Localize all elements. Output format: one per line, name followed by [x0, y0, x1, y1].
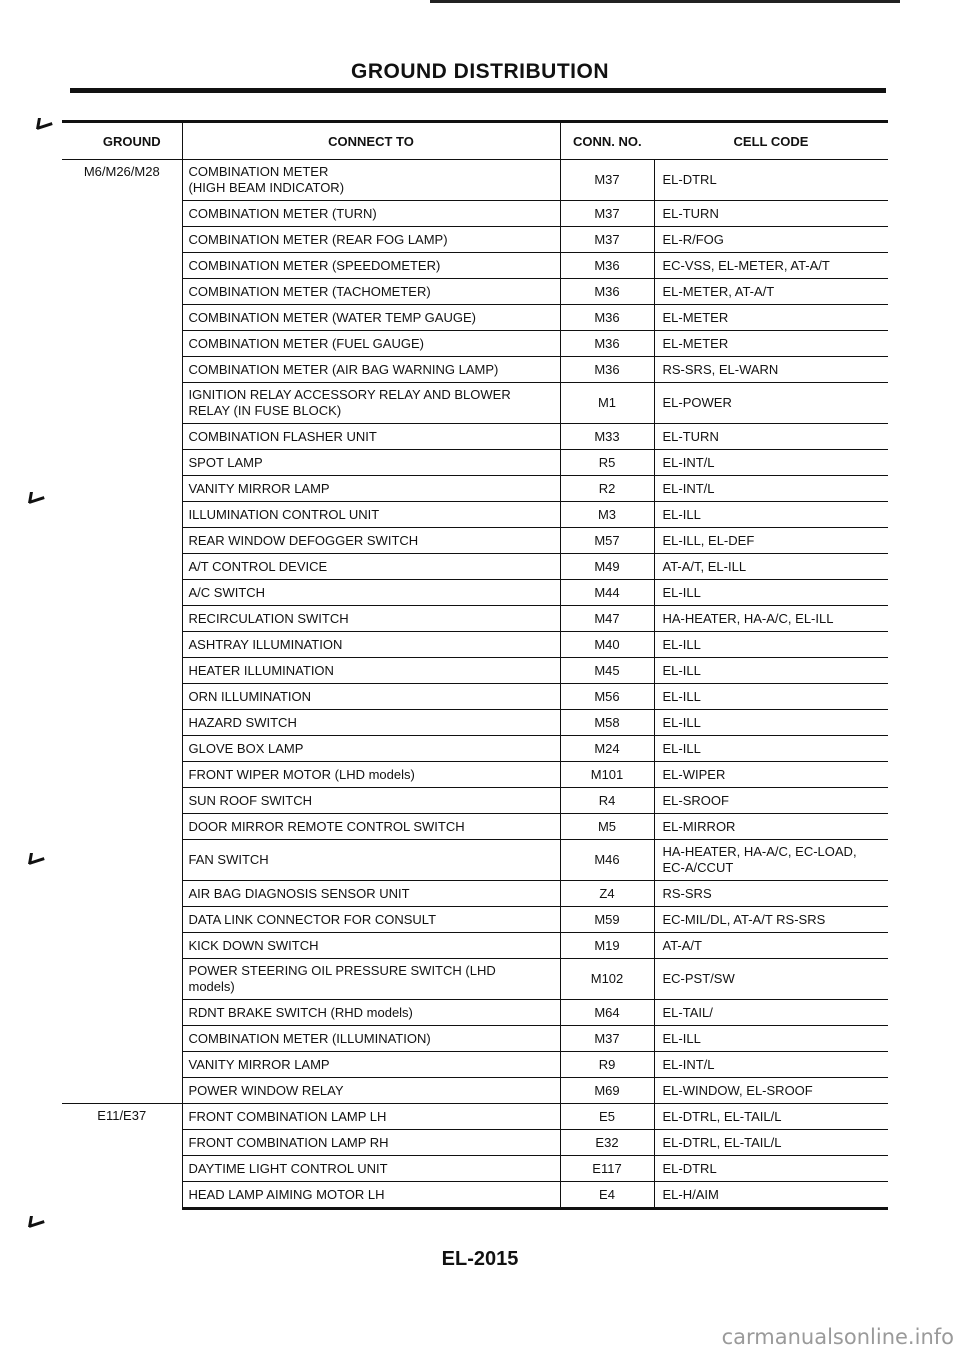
conn-no-cell: M1	[560, 383, 654, 424]
table-row	[62, 357, 888, 383]
conn-no-cell: E117	[560, 1156, 654, 1182]
conn-no-cell: M56	[560, 684, 654, 710]
table-row	[62, 450, 888, 476]
conn-no-cell: M24	[560, 736, 654, 762]
cell-code-cell: EL-INT/L	[654, 476, 888, 502]
conn-no-cell: M49	[560, 554, 654, 580]
conn-no-cell: E4	[560, 1182, 654, 1209]
cell-code-cell: EL-ILL	[654, 736, 888, 762]
header-conn-no: CONN. NO.	[560, 122, 654, 160]
cell-code-cell: EL-ILL	[654, 580, 888, 606]
cell-code-cell: EL-TURN	[654, 201, 888, 227]
header-cell-code: CELL CODE	[654, 122, 888, 160]
connect-to-cell: AIR BAG DIAGNOSIS SENSOR UNIT	[182, 881, 560, 907]
conn-no-cell: M36	[560, 279, 654, 305]
connect-to-cell: VANITY MIRROR LAMP	[182, 476, 560, 502]
conn-no-cell: M3	[560, 502, 654, 528]
table-row	[62, 554, 888, 580]
table-row	[62, 383, 888, 424]
table-row	[62, 814, 888, 840]
conn-no-cell: M45	[560, 658, 654, 684]
cell-code-cell: EL-ILL	[654, 632, 888, 658]
conn-no-cell: M69	[560, 1078, 654, 1104]
connect-to-cell: A/C SWITCH	[182, 580, 560, 606]
table-row	[62, 684, 888, 710]
cell-code-cell: EL-MIRROR	[654, 814, 888, 840]
cell-code-cell: EL-ILL	[654, 684, 888, 710]
conn-no-cell: M46	[560, 840, 654, 881]
conn-no-cell: M44	[560, 580, 654, 606]
cell-code-cell: EL-ILL	[654, 1026, 888, 1052]
ground-cell: M6/M26/M28	[83, 164, 160, 179]
table-row	[62, 658, 888, 684]
conn-no-cell: M101	[560, 762, 654, 788]
connect-to-cell: POWER WINDOW RELAY	[182, 1078, 560, 1104]
table-row	[62, 959, 888, 1000]
corner-bracket-mark	[34, 118, 54, 132]
connect-to-cell: REAR WINDOW DEFOGGER SWITCH	[182, 528, 560, 554]
connect-to-cell: COMBINATION METER (WATER TEMP GAUGE)	[182, 305, 560, 331]
table-row	[62, 279, 888, 305]
conn-no-cell: M37	[560, 201, 654, 227]
table-row	[62, 1078, 888, 1104]
conn-no-cell: R9	[560, 1052, 654, 1078]
conn-no-cell: M33	[560, 424, 654, 450]
cell-code-cell: EL-METER	[654, 305, 888, 331]
connect-to-cell: ASHTRAY ILLUMINATION	[182, 632, 560, 658]
title-rule	[70, 88, 886, 93]
conn-no-cell: R5	[560, 450, 654, 476]
cell-code-cell: EL-DTRL	[654, 160, 888, 201]
conn-no-cell: M47	[560, 606, 654, 632]
table-row	[62, 840, 888, 881]
table-row	[62, 502, 888, 528]
cell-code-cell: EL-ILL	[654, 710, 888, 736]
conn-no-cell: M37	[560, 160, 654, 201]
table-row	[62, 762, 888, 788]
connect-to-cell: COMBINATION METER (ILLUMINATION)	[182, 1026, 560, 1052]
connect-to-cell: COMBINATION METER (SPEEDOMETER)	[182, 253, 560, 279]
conn-no-cell: M58	[560, 710, 654, 736]
cell-code-cell: EL-DTRL	[654, 1156, 888, 1182]
connect-to-cell: SUN ROOF SWITCH	[182, 788, 560, 814]
connect-to-cell: FRONT WIPER MOTOR (LHD models)	[182, 762, 560, 788]
table-row	[62, 227, 888, 253]
cell-code-cell: EL-INT/L	[654, 1052, 888, 1078]
cell-code-cell: HA-HEATER, HA-A/C, EL-ILL	[654, 606, 888, 632]
top-edge-line	[430, 0, 900, 3]
cell-code-cell: EL-DTRL, EL-TAIL/L	[654, 1130, 888, 1156]
connect-to-cell: FAN SWITCH	[182, 840, 560, 881]
conn-no-cell: M36	[560, 253, 654, 279]
conn-no-cell: M36	[560, 357, 654, 383]
table-row	[62, 632, 888, 658]
header-ground: GROUND	[62, 122, 182, 160]
cell-code-cell: RS-SRS, EL-WARN	[654, 357, 888, 383]
cell-code-cell: EL-SROOF	[654, 788, 888, 814]
conn-no-cell: R4	[560, 788, 654, 814]
table-row	[62, 528, 888, 554]
cell-code-cell: EL-DTRL, EL-TAIL/L	[654, 1104, 888, 1130]
table-row	[62, 201, 888, 227]
connect-to-cell: ILLUMINATION CONTROL UNIT	[182, 502, 560, 528]
table-row	[62, 253, 888, 279]
table-row	[62, 1130, 888, 1156]
conn-no-cell: M57	[560, 528, 654, 554]
connect-to-cell: KICK DOWN SWITCH	[182, 933, 560, 959]
connect-to-cell: POWER STEERING OIL PRESSURE SWITCH (LHD models)	[182, 959, 560, 1000]
conn-no-cell: M37	[560, 227, 654, 253]
conn-no-cell: M40	[560, 632, 654, 658]
ground-distribution-table	[62, 120, 888, 1210]
corner-bracket-mark	[26, 853, 46, 867]
cell-code-cell: HA-HEATER, HA-A/C, EC-LOAD, EC-A/CCUT	[654, 840, 888, 881]
connect-to-cell: HEATER ILLUMINATION	[182, 658, 560, 684]
page-number: EL-2015	[441, 1248, 519, 1270]
cell-code-cell: RS-SRS	[654, 881, 888, 907]
connect-to-cell: FRONT COMBINATION LAMP LH	[182, 1104, 560, 1130]
connect-to-cell: COMBINATION FLASHER UNIT	[182, 424, 560, 450]
cell-code-cell: EL-METER, AT-A/T	[654, 279, 888, 305]
cell-code-cell: EL-ILL, EL-DEF	[654, 528, 888, 554]
connect-to-cell: VANITY MIRROR LAMP	[182, 1052, 560, 1078]
conn-no-cell: E5	[560, 1104, 654, 1130]
table-row	[62, 1052, 888, 1078]
conn-no-cell: M36	[560, 305, 654, 331]
cell-code-cell: EL-TURN	[654, 424, 888, 450]
table-row	[62, 881, 888, 907]
cell-code-cell: AT-A/T, EL-ILL	[654, 554, 888, 580]
conn-no-cell: M19	[560, 933, 654, 959]
table-row	[62, 1182, 888, 1209]
table-row	[62, 1026, 888, 1052]
ground-cell: E11/E37	[62, 1104, 182, 1209]
conn-no-cell: Z4	[560, 881, 654, 907]
table-row	[62, 933, 888, 959]
cell-code-cell: EL-WIPER	[654, 762, 888, 788]
connect-to-cell: DOOR MIRROR REMOTE CONTROL SWITCH	[182, 814, 560, 840]
cell-code-cell: EC-VSS, EL-METER, AT-A/T	[654, 253, 888, 279]
connect-to-cell: COMBINATION METER (REAR FOG LAMP)	[182, 227, 560, 253]
cell-code-cell: EL-WINDOW, EL-SROOF	[654, 1078, 888, 1104]
cell-code-cell: EL-ILL	[654, 658, 888, 684]
connect-to-cell: COMBINATION METER (TACHOMETER)	[182, 279, 560, 305]
connect-to-cell: GLOVE BOX LAMP	[182, 736, 560, 762]
cell-code-cell: EL-INT/L	[654, 450, 888, 476]
cell-code-cell: EL-R/FOG	[654, 227, 888, 253]
cell-code-cell: EL-METER	[654, 331, 888, 357]
table-row	[62, 160, 888, 201]
table-row	[62, 476, 888, 502]
conn-no-cell: E32	[560, 1130, 654, 1156]
table-row	[62, 580, 888, 606]
cell-code-cell: AT-A/T	[654, 933, 888, 959]
conn-no-cell: M59	[560, 907, 654, 933]
table-header-row	[62, 122, 888, 160]
cell-code-cell: EL-ILL	[654, 502, 888, 528]
header-connect-to: CONNECT TO	[182, 122, 560, 160]
conn-no-cell: R2	[560, 476, 654, 502]
conn-no-cell: M102	[560, 959, 654, 1000]
table-row	[62, 710, 888, 736]
connect-to-cell: COMBINATION METER (AIR BAG WARNING LAMP)	[182, 357, 560, 383]
connect-to-cell: HEAD LAMP AIMING MOTOR LH	[182, 1182, 560, 1209]
cell-code-cell: EC-PST/SW	[654, 959, 888, 1000]
table-row	[62, 788, 888, 814]
conn-no-cell: M36	[560, 331, 654, 357]
connect-to-cell: COMBINATION METER (FUEL GAUGE)	[182, 331, 560, 357]
conn-no-cell: M5	[560, 814, 654, 840]
connect-to-cell: RDNT BRAKE SWITCH (RHD models)	[182, 1000, 560, 1026]
cell-code-cell: EC-MIL/DL, AT-A/T RS-SRS	[654, 907, 888, 933]
table-row	[62, 907, 888, 933]
table-row	[62, 331, 888, 357]
corner-bracket-mark	[26, 1216, 46, 1230]
connect-to-cell: FRONT COMBINATION LAMP RH	[182, 1130, 560, 1156]
table-row	[62, 606, 888, 632]
table-row	[62, 736, 888, 762]
table-row	[62, 1000, 888, 1026]
corner-bracket-mark	[26, 492, 46, 506]
page-title: GROUND DISTRIBUTION	[351, 60, 609, 83]
cell-code-cell: EL-TAIL/	[654, 1000, 888, 1026]
connect-to-cell: IGNITION RELAY ACCESSORY RELAY AND BLOWER RELAY (IN FUSE BLOCK)	[182, 383, 560, 424]
table-row	[62, 1156, 888, 1182]
cell-code-cell: EL-POWER	[654, 383, 888, 424]
connect-to-cell: COMBINATION METER (TURN)	[182, 201, 560, 227]
connect-to-cell: COMBINATION METER (HIGH BEAM INDICATOR)	[182, 160, 560, 201]
table-body	[62, 160, 888, 1209]
conn-no-cell: M37	[560, 1026, 654, 1052]
conn-no-cell: M64	[560, 1000, 654, 1026]
table-row	[62, 305, 888, 331]
connect-to-cell: SPOT LAMP	[182, 450, 560, 476]
table-row	[62, 1104, 888, 1130]
cell-code-cell: EL-H/AIM	[654, 1182, 888, 1209]
watermark: carmanualsonline.info	[721, 1325, 954, 1349]
table-row	[62, 424, 888, 450]
connect-to-cell: DATA LINK CONNECTOR FOR CONSULT	[182, 907, 560, 933]
connect-to-cell: A/T CONTROL DEVICE	[182, 554, 560, 580]
connect-to-cell: RECIRCULATION SWITCH	[182, 606, 560, 632]
connect-to-cell: ORN ILLUMINATION	[182, 684, 560, 710]
connect-to-cell: HAZARD SWITCH	[182, 710, 560, 736]
connect-to-cell: DAYTIME LIGHT CONTROL UNIT	[182, 1156, 560, 1182]
